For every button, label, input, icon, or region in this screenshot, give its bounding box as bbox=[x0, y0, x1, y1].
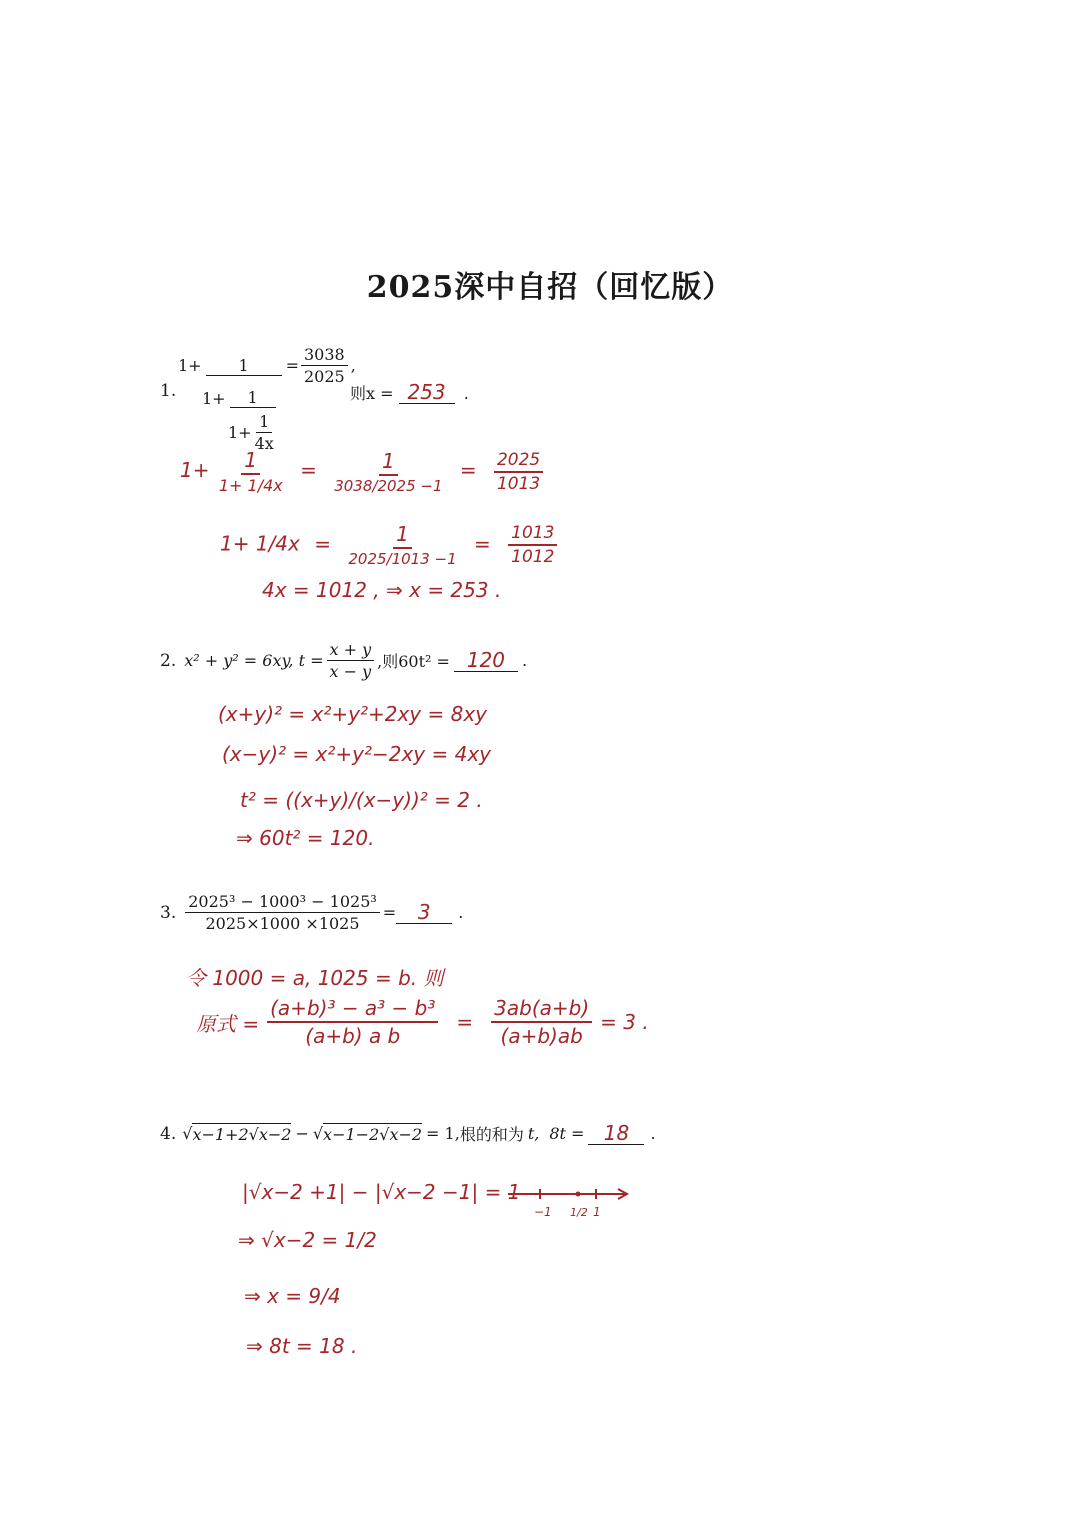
q1-work-line-3: 4x = 1012 , ⇒ x = 253 . bbox=[262, 578, 502, 602]
q3-work-line-2: 原式 = $\frac{\text{(a+b)³ − a³ − b³}}{\text{(a+b) a b}}$ = $\frac{3ab(a+b)}{(a+b)ab}$ = 3 . bbox=[196, 996, 649, 1048]
tick-label-one: 1 bbox=[593, 1205, 601, 1219]
answer-blank-3 bbox=[396, 899, 452, 924]
answer-4: 18 bbox=[603, 1120, 630, 1145]
q2-work-line-1: (x+y)² = x²+y²+2xy = 8xy bbox=[218, 702, 488, 726]
answer-2: 120 bbox=[466, 647, 506, 672]
question-2-stem: 2. x² + y² = 6xy, t = $\frac{x + y}{x - y}$ ,则60t² = 120 . bbox=[160, 640, 528, 681]
question-2-number: 2. bbox=[160, 650, 177, 671]
tick-half-dot bbox=[576, 1192, 581, 1197]
question-3-number: 3. bbox=[160, 902, 177, 923]
q4-work-line-3: ⇒ x = 9/4 bbox=[244, 1284, 341, 1308]
q1-rhs-fraction: $\frac{3038}{2025}$ bbox=[301, 345, 348, 386]
question-1-stem: 1+ 1 = $\frac{3038}{2025}$ , 1+ 1 1+ $\frac{1}{4x}$ bbox=[178, 345, 356, 453]
question-1-answer-line: 则x = 253 . bbox=[350, 380, 469, 404]
answer-blank-4 bbox=[588, 1120, 644, 1145]
q1-work-line-1: 1+ $\frac{1}{1+ 1/4x}$ = $\frac{1}{3038/2025 -1}$ = $\frac{2025}{1013}$ bbox=[180, 448, 546, 495]
q3-work-line-1: 令 1000 = a, 1025 = b. 则 bbox=[186, 966, 444, 990]
q1-work-line-2: 1+ 1/4x = $\frac{1}{2025/1013 -1}$ = $\frac{1013}{1012}$ bbox=[220, 522, 560, 568]
q4-work-line-2: ⇒ √x−2 = 1/2 bbox=[238, 1228, 377, 1252]
answer-1: 253 bbox=[407, 380, 446, 404]
q4-work-line-4: ⇒ 8t = 18 . bbox=[246, 1334, 358, 1358]
number-line-diagram bbox=[500, 1180, 640, 1226]
question-4-stem: 4. √ x−1+2√x−2 − √ x−1−2√x−2 = 1, 根的和为 t, 8t = 18 . bbox=[160, 1120, 656, 1145]
q2-work-line-2: (x−y)² = x²+y²−2xy = 4xy bbox=[222, 742, 492, 766]
q2-work-line-4: ⇒ 60t² = 120. bbox=[236, 826, 375, 850]
q2-work-line-3: t² = ((x+y)/(x−y))² = 2 . bbox=[240, 788, 483, 812]
answer-blank-1 bbox=[399, 382, 455, 404]
tick-label-minus-one: −1 bbox=[534, 1205, 552, 1219]
question-1-number: 1. bbox=[160, 381, 177, 401]
question-4-number: 4. bbox=[160, 1123, 177, 1144]
tick-label-half: 1/2 bbox=[570, 1206, 588, 1219]
page-title: 2025深中自招（回忆版） bbox=[366, 270, 734, 305]
answer-blank-2 bbox=[454, 647, 518, 672]
q4-work-line-1: |√x−2 +1| − |√x−2 −1| = 1 bbox=[242, 1180, 521, 1204]
answer-3: 3 bbox=[417, 899, 431, 924]
question-3-stem: 3. $\frac{\text{2025³ − 1000³ − 1025³}}{2025\times 1000 \times 1025}$ = 3 . bbox=[160, 892, 464, 933]
